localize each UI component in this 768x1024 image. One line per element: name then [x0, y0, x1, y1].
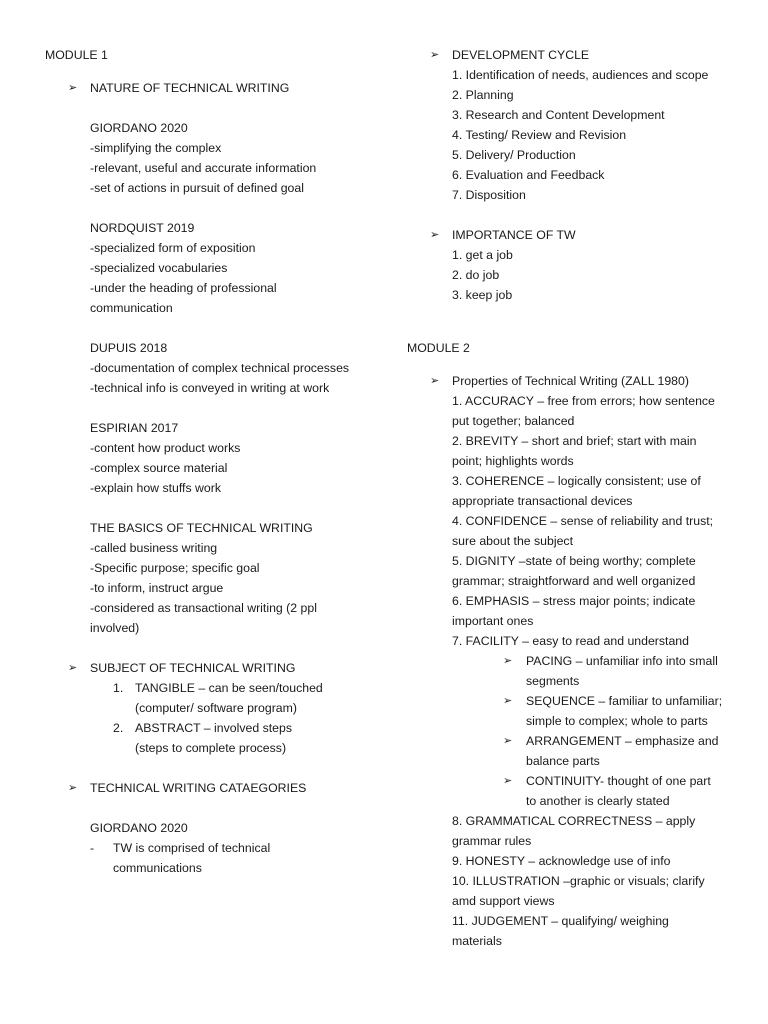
subject-heading — [45, 658, 375, 678]
subject-item — [45, 718, 375, 738]
property-line: grammar rules — [452, 834, 532, 848]
facility-sub-cont: to another is clearly stated — [526, 794, 670, 808]
importance-item: 1. get a job — [452, 248, 513, 262]
left-column — [45, 45, 375, 878]
dev-item: 2. Planning — [452, 88, 514, 102]
arrowhead-bullet-icon: ➢ — [503, 695, 513, 707]
basics-line: involved) — [90, 621, 140, 635]
property-line: 7. FACILITY – easy to read and understand — [452, 634, 689, 648]
facility-sub-cont: simple to complex; whole to parts — [526, 714, 708, 728]
property-line: 8. GRAMMATICAL CORRECTNESS – apply — [452, 814, 696, 828]
nordquist-line: communication — [90, 301, 173, 315]
arrowhead-bullet-icon: ➢ — [503, 735, 513, 747]
dev-item: 1. Identification of needs, audiences and scope — [452, 68, 709, 82]
property-line: 2. BREVITY – short and brief; start with main — [452, 434, 697, 448]
espirian-line: -complex source material — [90, 461, 228, 475]
props-heading-text: Properties of Technical Writing (ZALL 1980) — [452, 374, 689, 388]
dev-heading-text: DEVELOPMENT CYCLE — [452, 48, 590, 62]
property-line: 10. ILLUSTRATION –graphic or visuals; clarify — [452, 874, 705, 888]
arrowhead-bullet-icon: ➢ — [68, 782, 78, 794]
espirian-line: -explain how stuffs work — [90, 481, 221, 495]
nordquist-line: -specialized vocabularies — [90, 261, 228, 275]
item-text: communications — [113, 861, 202, 875]
property-line: 3. COHERENCE – logically consistent; use of — [452, 474, 701, 488]
dev-item: 4. Testing/ Review and Revision — [452, 128, 627, 142]
sub-item-text: CONTINUITY- thought of one part — [526, 774, 711, 788]
dash-bullet: - — [90, 841, 95, 855]
importance-item: 3. keep job — [452, 288, 513, 302]
arrowhead-bullet-icon: ➢ — [503, 775, 513, 787]
subject-item-cont — [45, 738, 375, 758]
importance-heading-text: IMPORTANCE OF TW — [452, 228, 576, 242]
facility-sub-item — [407, 651, 737, 671]
importance-heading — [407, 225, 737, 245]
property-line: 9. HONESTY – acknowledge use of info — [452, 854, 671, 868]
categories-heading-text: TECHNICAL WRITING CATAEGORIES — [90, 781, 307, 795]
item-text: (steps to complete process) — [135, 741, 287, 755]
item-number: 2. — [113, 721, 124, 735]
nordquist-line: -specialized form of exposition — [90, 241, 256, 255]
dev-item: 6. Evaluation and Feedback — [452, 168, 605, 182]
property-line: put together; balanced — [452, 414, 575, 428]
sub-item-text: SEQUENCE – familiar to unfamiliar; — [526, 694, 723, 708]
arrowhead-bullet-icon: ➢ — [430, 375, 440, 387]
property-line: 5. DIGNITY –state of being worthy; complete — [452, 554, 696, 568]
facility-sub-item — [407, 771, 737, 791]
property-line: sure about the subject — [452, 534, 573, 548]
props-heading — [407, 371, 737, 391]
dev-item: 5. Delivery/ Production — [452, 148, 576, 162]
property-line: point; highlights words — [452, 454, 574, 468]
giordano-line: -simplifying the complex — [90, 141, 222, 155]
importance-item: 2. do job — [452, 268, 500, 282]
arrowhead-bullet-icon: ➢ — [68, 662, 78, 674]
arrowhead-bullet-icon: ➢ — [430, 49, 440, 61]
categories-heading — [45, 778, 375, 798]
giordano2-item — [45, 838, 375, 858]
subject-heading-text: SUBJECT OF TECHNICAL WRITING — [90, 661, 296, 675]
facility-sub-item — [407, 731, 737, 751]
giordano2-title: GIORDANO 2020 — [90, 821, 188, 835]
dupuis-title: DUPUIS 2018 — [90, 341, 168, 355]
property-line: 1. ACCURACY – free from errors; how sentence — [452, 394, 715, 408]
property-line: important ones — [452, 614, 534, 628]
dev-item: 3. Research and Content Development — [452, 108, 665, 122]
giordano-line: -relevant, useful and accurate information — [90, 161, 317, 175]
arrowhead-bullet-icon: ➢ — [503, 655, 513, 667]
arrowhead-bullet-icon: ➢ — [430, 229, 440, 241]
giordano-title: GIORDANO 2020 — [90, 121, 188, 135]
item-text: ABSTRACT – involved steps — [135, 721, 292, 735]
item-text: TW is comprised of technical — [113, 841, 271, 855]
dev-heading — [407, 45, 737, 65]
nordquist-line: -under the heading of professional — [90, 281, 277, 295]
nature-heading-text: NATURE OF TECHNICAL WRITING — [90, 81, 290, 95]
sub-item-text: ARRANGEMENT – emphasize and — [526, 734, 719, 748]
nordquist-title: NORDQUIST 2019 — [90, 221, 195, 235]
espirian-title: ESPIRIAN 2017 — [90, 421, 179, 435]
subject-item — [45, 678, 375, 698]
basics-line: -to inform, instruct argue — [90, 581, 224, 595]
property-line: amd support views — [452, 894, 555, 908]
basics-title: THE BASICS OF TECHNICAL WRITING — [90, 521, 313, 535]
basics-line: -considered as transactional writing (2 ppl — [90, 601, 317, 615]
nature-heading — [45, 78, 375, 98]
dupuis-line: -technical info is conveyed in writing at work — [90, 381, 330, 395]
property-line: grammar; straightforward and well organized — [452, 574, 696, 588]
module-2-title: MODULE 2 — [407, 341, 470, 355]
espirian-line: -content how product works — [90, 441, 241, 455]
right-column — [407, 45, 737, 951]
basics-line: -called business writing — [90, 541, 218, 555]
facility-sub-cont: balance parts — [526, 754, 600, 768]
dupuis-line: -documentation of complex technical processes — [90, 361, 350, 375]
facility-sub-cont: segments — [526, 674, 580, 688]
item-text: (computer/ software program) — [135, 701, 297, 715]
giordano-line: -set of actions in pursuit of defined goal — [90, 181, 304, 195]
giordano2-item-cont — [45, 858, 375, 878]
property-line: 6. EMPHASIS – stress major points; indicate — [452, 594, 696, 608]
property-line: appropriate transactional devices — [452, 494, 633, 508]
sub-item-text: PACING – unfamiliar info into small — [526, 654, 718, 668]
module-1-title: MODULE 1 — [45, 48, 108, 62]
property-line: 4. CONFIDENCE – sense of reliability and trust; — [452, 514, 714, 528]
property-line: materials — [452, 934, 502, 948]
subject-item-cont — [45, 698, 375, 718]
dev-item: 7. Disposition — [452, 188, 526, 202]
item-text: TANGIBLE – can be seen/touched — [135, 681, 323, 695]
basics-line: -Specific purpose; specific goal — [90, 561, 260, 575]
property-line: 11. JUDGEMENT – qualifying/ weighing — [452, 914, 669, 928]
arrowhead-bullet-icon: ➢ — [68, 82, 78, 94]
facility-sub-item — [407, 691, 737, 711]
item-number: 1. — [113, 681, 124, 695]
